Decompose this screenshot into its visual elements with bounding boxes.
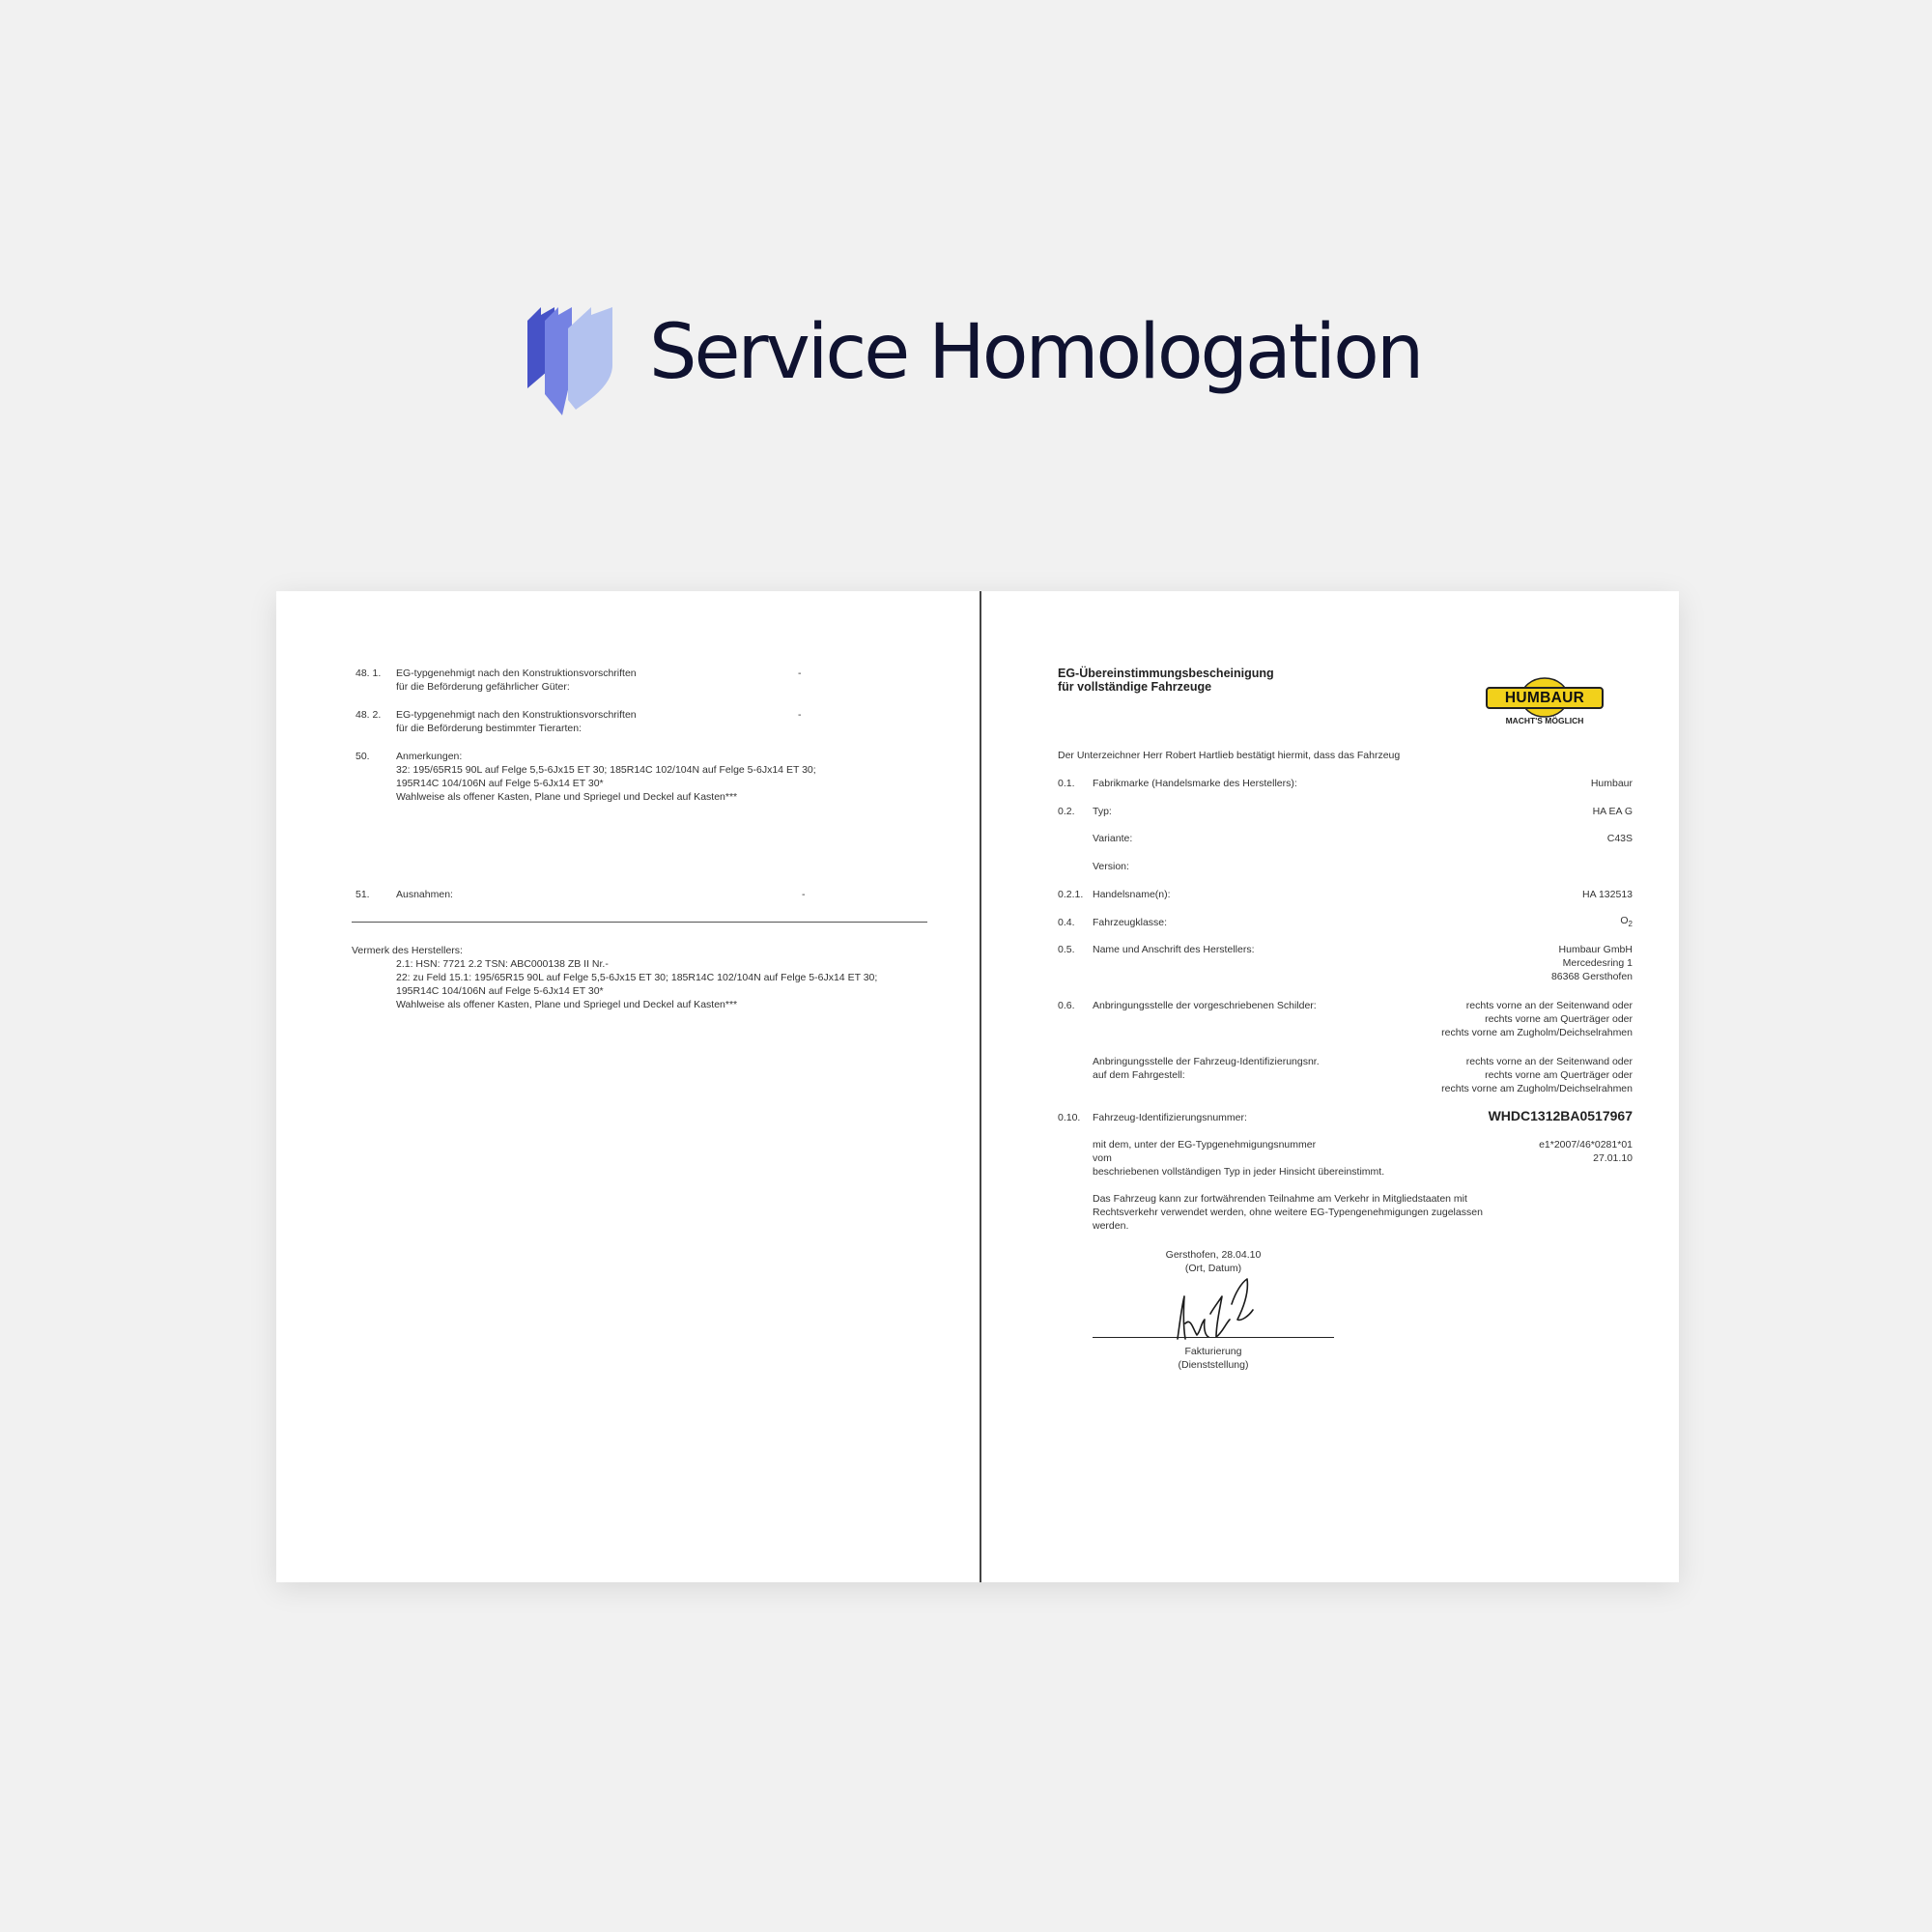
- place-date-caption: (Ort, Datum): [1184, 1263, 1242, 1274]
- vermerk-text: 2.1: HSN: 7721 2.2 TSN: ABC000138 ZB II Nr.-: [396, 958, 609, 970]
- certificate-subtitle: für vollständige Fahrzeuge: [1058, 680, 1212, 694]
- intro-text: Der Unterzeichner Herr Robert Hartlieb bestätigt hiermit, dass das Fahrzeug: [1058, 750, 1401, 761]
- signature-line: [1093, 1337, 1334, 1338]
- field-number: 0.5.: [1058, 944, 1075, 955]
- item-value: -: [798, 709, 802, 721]
- document-spread: [276, 591, 1679, 1582]
- vin-location-line: rechts vorne am Querträger oder: [1485, 1069, 1633, 1081]
- field-label: auf dem Fahrgestell:: [1093, 1069, 1185, 1081]
- vin-location-line: rechts vorne am Zugholm/Deichselrahmen: [1441, 1083, 1633, 1094]
- field-number: 0.10.: [1058, 1112, 1081, 1123]
- vermerk-text: 22: zu Feld 15.1: 195/65R15 90L auf Felge 5,5-6Jx15 ET 30; 185R14C 102/104N auf Felge 5-6Jx14 ET 30;: [396, 972, 878, 983]
- brand-name: Service Homologation: [649, 309, 1422, 396]
- right-page: [980, 591, 1679, 1582]
- manufacturer-line: Mercedesring 1: [1562, 957, 1633, 969]
- item-text: EG-typgenehmigt nach den Konstruktionsvorschriften: [396, 668, 637, 679]
- field-label: Version:: [1093, 861, 1129, 872]
- item-number: 48. 2.: [355, 709, 382, 721]
- vermerk-heading: Vermerk des Herstellers:: [352, 945, 463, 956]
- statement-text: Rechtsverkehr verwendet werden, ohne weitere EG-Typengenehmigungen zugelassen: [1093, 1207, 1483, 1218]
- field-value: HA 132513: [1582, 889, 1633, 900]
- field-label: Fahrzeugklasse:: [1093, 917, 1168, 928]
- item-text: Anmerkungen:: [396, 751, 463, 762]
- separator-line: [352, 922, 927, 923]
- field-label: Fabrikmarke (Handelsmarke des Herstellers):: [1093, 778, 1297, 789]
- approval-text: mit dem, unter der EG-Typgenehmigungsnummer: [1093, 1139, 1317, 1151]
- field-value: C43S: [1606, 833, 1633, 844]
- item-number: 51.: [355, 889, 370, 900]
- approval-number: e1*2007/46*0281*01: [1539, 1139, 1633, 1151]
- plates-line: rechts vorne am Zugholm/Deichselrahmen: [1441, 1027, 1633, 1038]
- signature-icon: [1172, 1275, 1268, 1345]
- item-text: für die Beförderung gefährlicher Güter:: [396, 681, 570, 693]
- field-label: Anbringungsstelle der Fahrzeug-Identifizierungsnr.: [1093, 1056, 1320, 1067]
- field-label: Anbringungsstelle der vorgeschriebenen Schilder:: [1093, 1000, 1317, 1011]
- field-value: HA EA G: [1592, 806, 1633, 817]
- left-page: [276, 591, 980, 1582]
- item-text: für die Beförderung bestimmter Tierarten:: [396, 723, 582, 734]
- signature-caption: (Dienststellung): [1178, 1359, 1249, 1371]
- field-value: Humbaur: [1590, 778, 1633, 789]
- item-text: EG-typgenehmigt nach den Konstruktionsvorschriften: [396, 709, 637, 721]
- service-homologation-shield-logo-icon: [526, 307, 614, 415]
- vermerk-text: 195R14C 104/106N auf Felge 5-6Jx14 ET 30*: [396, 985, 604, 997]
- approval-text: vom: [1093, 1152, 1112, 1164]
- signature-caption: Fakturierung: [1184, 1346, 1242, 1357]
- field-number: 0.2.: [1058, 806, 1075, 817]
- field-number: 0.4.: [1058, 917, 1075, 928]
- field-label: Typ:: [1093, 806, 1112, 817]
- statement-text: werden.: [1093, 1220, 1129, 1232]
- field-label: Handelsname(n):: [1093, 889, 1171, 900]
- item-text: 32: 195/65R15 90L auf Felge 5,5-6Jx15 ET 30; 185R14C 102/104N auf Felge 5-6Jx14 ET 30;: [396, 764, 816, 776]
- vehicle-class-subscript: 2: [1628, 920, 1633, 929]
- plates-line: rechts vorne an der Seitenwand oder: [1465, 1000, 1633, 1011]
- field-number: 0.6.: [1058, 1000, 1075, 1011]
- item-value: -: [802, 889, 806, 900]
- field-number: 0.2.1.: [1058, 889, 1084, 900]
- item-number: 48. 1.: [355, 668, 382, 679]
- item-text: Wahlweise als offener Kasten, Plane und Spriegel und Deckel auf Kasten***: [396, 791, 738, 803]
- item-text: 195R14C 104/106N auf Felge 5-6Jx14 ET 30*: [396, 778, 604, 789]
- vehicle-class-value: [1620, 914, 1633, 931]
- certificate-title: EG-Übereinstimmungsbescheinigung: [1058, 667, 1274, 680]
- approval-text: beschriebenen vollständigen Typ in jeder Hinsicht übereinstimmt.: [1093, 1166, 1385, 1178]
- vehicle-class-letter: O: [1620, 915, 1629, 926]
- plates-line: rechts vorne am Querträger oder: [1485, 1013, 1633, 1025]
- vin-location-line: rechts vorne an der Seitenwand oder: [1465, 1056, 1633, 1067]
- manufacturer-line: Humbaur GmbH: [1558, 944, 1633, 955]
- item-value: -: [798, 668, 802, 679]
- humbaur-logo: [1485, 676, 1605, 728]
- item-text: Ausnahmen:: [396, 889, 453, 900]
- field-number: 0.1.: [1058, 778, 1075, 789]
- humbaur-tagline: MACHT'S MÖGLICH: [1505, 716, 1584, 725]
- item-number: 50.: [355, 751, 370, 762]
- humbaur-wordmark: HUMBAUR: [1504, 690, 1585, 706]
- place-date: Gersthofen, 28.04.10: [1165, 1249, 1262, 1261]
- manufacturer-line: 86368 Gersthofen: [1550, 971, 1633, 982]
- vin-value: WHDC1312BA0517967: [1488, 1108, 1633, 1123]
- vermerk-text: Wahlweise als offener Kasten, Plane und Spriegel und Deckel auf Kasten***: [396, 999, 738, 1010]
- approval-date: 27.01.10: [1593, 1152, 1633, 1164]
- statement-text: Das Fahrzeug kann zur fortwährenden Teilnahme am Verkehr in Mitgliedstaaten mit: [1093, 1193, 1467, 1205]
- field-label: Fahrzeug-Identifizierungsnummer:: [1093, 1112, 1247, 1123]
- field-label: Variante:: [1093, 833, 1133, 844]
- field-label: Name und Anschrift des Herstellers:: [1093, 944, 1255, 955]
